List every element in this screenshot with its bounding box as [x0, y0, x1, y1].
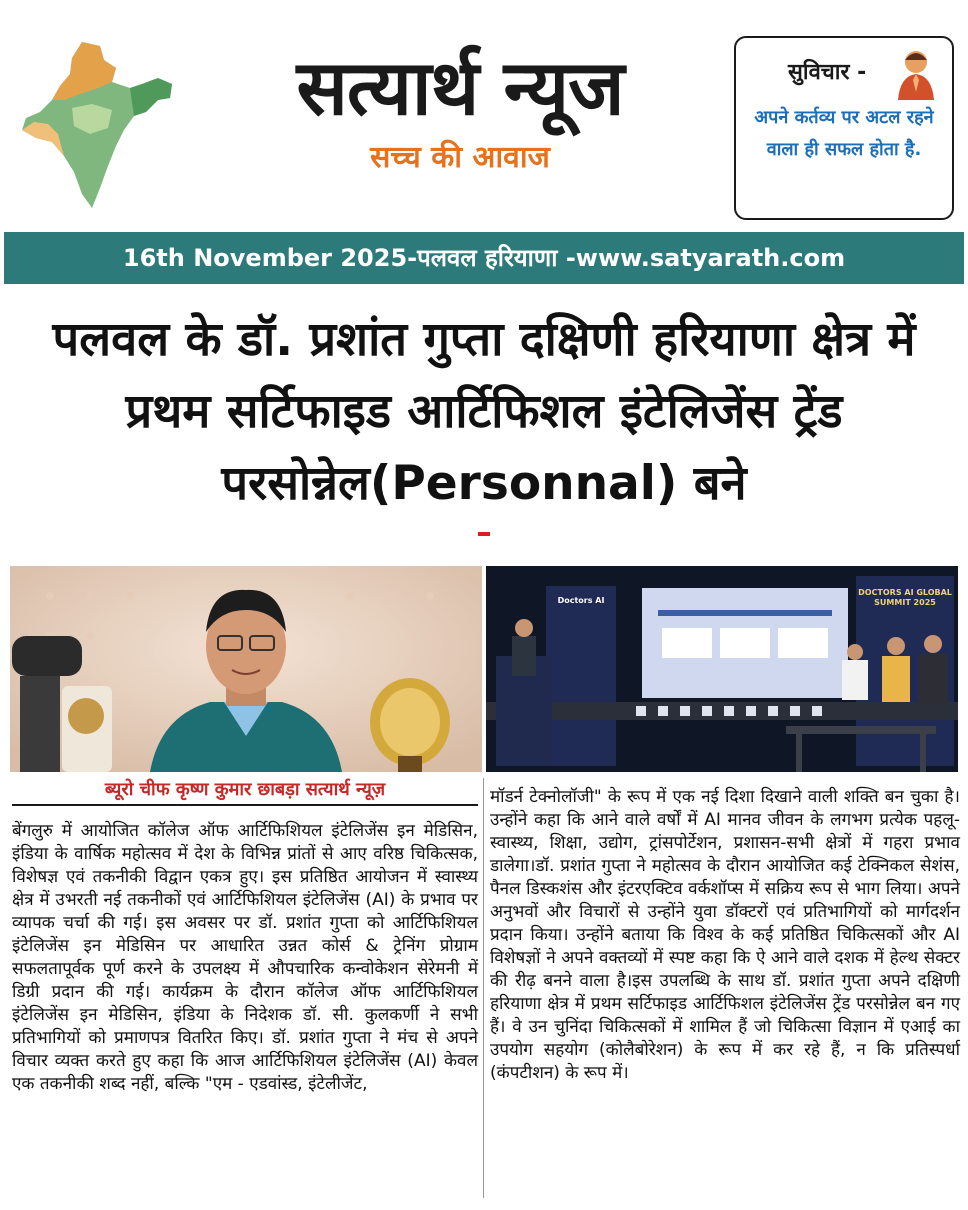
dateline-bar: 16th November 2025-पलवल हरियाणा -www.satyarath.com [4, 232, 964, 284]
byline: ब्यूरो चीफ कृष्ण कुमार छाबड़ा सत्यार्थ न्यूज़ [104, 779, 386, 800]
masthead [0, 0, 968, 230]
brand [190, 40, 730, 178]
headline-divider [478, 532, 490, 536]
headline: पलवल के डॉ. प्रशांत गुप्ता दक्षिणी हरियाणा क्षेत्र में प्रथम सर्टिफाइड आर्टिफिशल इंटेलिजेंस ट्रेंड परसोन्नेल(Personnal) बने [52, 312, 916, 511]
thought-of-the-day [734, 36, 954, 220]
doctor-portrait-photo [10, 566, 482, 772]
summit-stage-photo [486, 566, 958, 772]
column-divider [483, 778, 484, 1198]
summit-brand-label: Doctors AI [557, 596, 605, 605]
india-map-icon [12, 38, 177, 213]
article-body-left: बेंगलुरु में आयोजित कॉलेज ऑफ आर्टिफिशियल इंटेलिजेंस इन मेडिसिन, इंडिया के वार्षिक महोत्सव में देश के विभिन्न प्रांतों से आए वरिष्ठ चिकित्सक, विशेषज्ञ एवं तकनीकी विद्वान एकत्र हुए। इस प्रतिष्ठित आयोजन में स्वास्थ्य क्षेत्र में उभरती नई तकनीकों एवं आर्टिफिशियल इंटेलिजेंस (AI) के प्रभाव पर व्यापक चर्चा की गई। इस अवसर पर डॉ. प्रशांत गुप्ता को आर्टिफिशियल इंटेलिजेंस इन मेडिसिन पर आधारित उन्नत कोर्स & ट्रेनिंग प्रोग्राम सफलतापूर्वक पूर्ण करने के उपलक्ष्य में औपचारिक कन्वोकेशन सेरेमनी में डिग्री प्रदान की गई। कार्यक्रम के दौरान कॉलेज ऑफ आर्टिफिशियल इंटेलिजेंस इन मेडिसिन, इंडिया के निदेशक डॉ. सी. कुलकर्णी ने सभी प्रतिभागियों को प्रमाणपत्र वितरित किए। डॉ. प्रशांत गुप्ता ने मंच से अपने विचार व्यक्त करते हुए कहा कि आज आर्टिफिशियल इंटेलिजेंस (AI) केवल एक तकनीकी शब्द नहीं, बल्कि "एम - एडवांस्ड, इंटेलीजेंट, [12, 821, 478, 1094]
article-body-right: मॉडर्न टेक्नोलॉजी" के रूप में एक नई दिशा दिखाने वाली शक्ति बन चुका है। उन्होंने कहा कि आने वाले वर्षों में AI मानव जीवन के लगभग प्रत्येक पहलू-स्वास्थ्य, शिक्षा, उद्योग, ट्रांसपोर्टेशन, प्रशासन-सभी क्षेत्रों में गहरा प्रभाव डालेगा।डॉ. प्रशांत गुप्ता ने महोत्सव के दौरान आयोजित कई टेक्निकल सेशंस, पैनल डिस्कशंस और इंटरएक्टिव वर्कशॉप्स में सक्रिय रूप से भाग लिया। अपने अनुभवों और विचारों से उन्होंने युवा डॉक्टरों एवं प्रतिभागियों को मार्गदर्शन प्रदान किया। उन्होंने बताया कि विश्व के कई प्रतिष्ठित चिकित्सकों और AI विशेषज्ञों ने अपने वक्तव्यों में स्पष्ट कहा कि ऐ आने वाले दशक में हेल्थ सेक्टर की रीढ़ बनने वाला है।इस उपलब्धि के साथ डॉ. प्रशांत गुप्ता अपने दक्षिणी हरियाणा क्षेत्र में प्रथम सर्टिफाइड आर्टिफिशल इंटेलिजेंस ट्रेंड परसोन्नेल बन गए हैं। वे उन चुनिंदा चिकित्सकों में शामिल हैं जो चिकित्सा विज्ञान में एआई का उपयोग सहयोग (कोलैबोरेशन) के रूप में कर रहे हैं, न कि प्रतिस्पर्धा (कंपटीशन) के रूप में। [490, 787, 960, 1083]
newspaper-title: सत्यार्थ न्यूज [296, 43, 624, 132]
newspaper-tagline: सच्च की आवाज [370, 140, 550, 175]
byline-rule [12, 804, 478, 806]
monk-icon [886, 44, 946, 104]
thought-heading: सुविचार - [788, 60, 867, 85]
summit-banner-label: DOCTORS AI GLOBAL SUMMIT 2025 [858, 588, 952, 607]
thought-text: अपने कर्तव्य पर अटल रहने वाला ही सफल होता है. [754, 107, 934, 160]
